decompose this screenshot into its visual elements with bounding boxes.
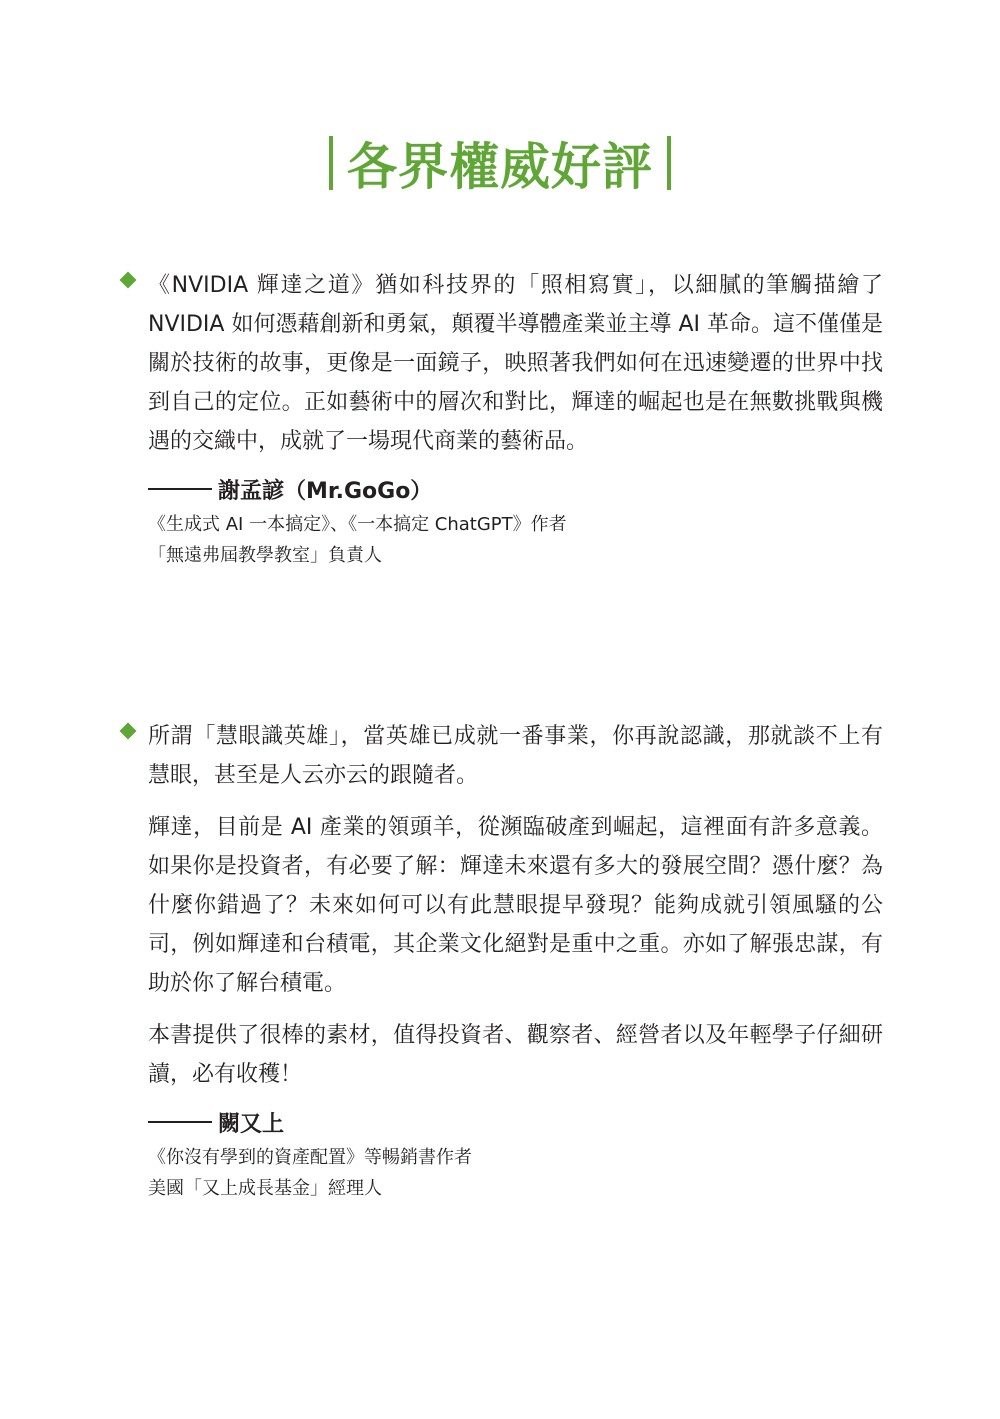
review-paragraph: 輝達，目前是 AI 產業的領頭羊，從瀕臨破產到崛起，這裡面有許多意義。如果你是投資者，有必要了解：輝達未來還有多大的發展空間？憑什麼？為什麼你錯過了？未來如何可以有此慧眼提早發現？能夠成就引領風騷的公司，例如輝達和台積電，其企業文化絕對是重中之重。亦如了解張忠謀，有助於你了解台積電。 bbox=[148, 815, 883, 996]
author-credit: 《生成式 AI 一本搞定》、《一本搞定 ChatGPT》作者 bbox=[148, 514, 567, 535]
review-paragraph: 所謂「慧眼識英雄」，當英雄已成就一番事業，你再說認識，那就談不上有慧眼，甚至是人云亦云的跟隨者。 bbox=[148, 724, 883, 788]
review-1-attribution bbox=[0, 469, 1000, 509]
review-paragraph: 本書提供了很棒的素材，值得投資者、觀察者、經營者以及年輕學子仔細研讀，必有收穫！ bbox=[148, 1023, 883, 1087]
review-2-attribution bbox=[0, 1102, 1000, 1142]
em-dash-line bbox=[148, 1121, 212, 1123]
author-credit: 「無遠弗屆教學教室」負責人 bbox=[148, 545, 382, 566]
page-title bbox=[0, 128, 1000, 198]
title-bar-right bbox=[667, 136, 671, 190]
author-credit: 美國「又上成長基金」經理人 bbox=[148, 1178, 382, 1199]
review-2 bbox=[0, 717, 1000, 1204]
author-name: 闕又上 bbox=[218, 1111, 285, 1137]
page-title-text: 各界權威好評 bbox=[347, 137, 653, 196]
author-name: 謝孟諺（Mr.GoGo） bbox=[218, 478, 433, 504]
review-1 bbox=[0, 266, 1000, 571]
diamond-bullet-icon bbox=[120, 272, 137, 289]
title-bar-left bbox=[329, 136, 333, 190]
author-credit: 《你沒有學到的資產配置》等暢銷書作者 bbox=[148, 1147, 472, 1168]
em-dash-line bbox=[148, 488, 212, 490]
review-1-body bbox=[0, 266, 883, 461]
review-2-body bbox=[0, 717, 883, 1094]
review-paragraph: 《NVIDIA 輝達之道》猶如科技界的「照相寫實」，以細膩的筆觸描繪了NVIDIA 如何憑藉創新和勇氣，顛覆半導體產業並主導 AI 革命。這不僅僅是關於技術的故事，更像是一面鏡子，映照著我們如何在迅速變遷的世界中找到自己的定位。正如藝術中的層次和對比，輝達的崛起也是在無數挑戰與機遇的交織中，成就了一場現代商業的藝術品。 bbox=[148, 273, 883, 454]
diamond-bullet-icon bbox=[120, 723, 137, 740]
